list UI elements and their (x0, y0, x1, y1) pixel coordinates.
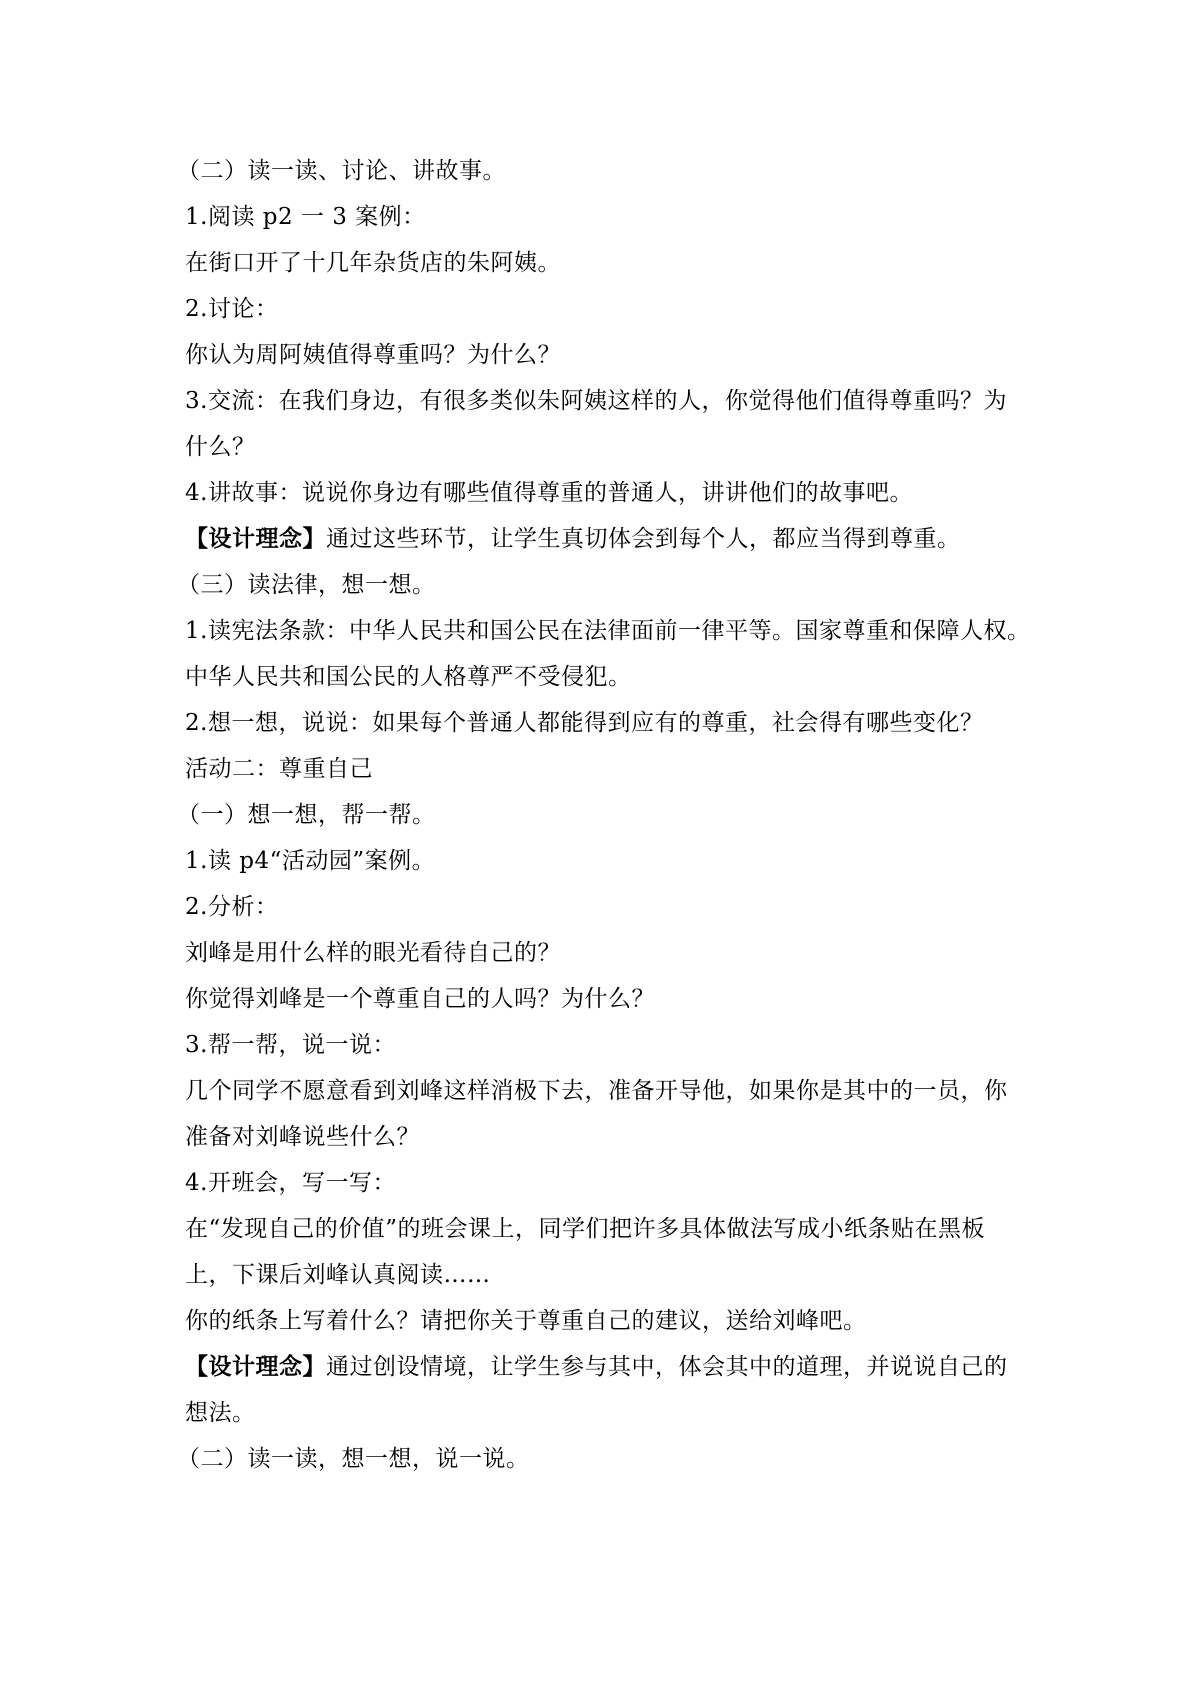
paragraph-question-1: 刘峰是用什么样的眼光看待自己的？ (185, 940, 561, 966)
paragraph-case: 在街口开了十几年杂货店的朱阿姨。 (185, 250, 561, 276)
design-concept-text: 通过创设情境，让学生参与其中，体会其中的道理，并说说自己的 (326, 1354, 1008, 1380)
paragraph-class-meeting-text: 在“发现自己的价值”的班会课上，同学们把许多具体做法写成小纸条贴在黑板 (185, 1216, 986, 1242)
paragraph-law-1-cont: 中华人民共和国公民的人格尊严不受侵犯。 (185, 664, 632, 690)
paragraph-law-1: 1.读宪法条款：中华人民共和国公民在法律面前一律平等。国家尊重和保障人权。 (185, 618, 1031, 644)
paragraph-analyze: 2.分析： (185, 894, 279, 920)
paragraph-step-2: 2.讨论： (185, 296, 279, 322)
paragraph-step-3-cont: 什么？ (185, 434, 256, 460)
document-body (177, 148, 1031, 1482)
paragraph-question-2: 你觉得刘峰是一个尊重自己的人吗？为什么？ (185, 986, 655, 1012)
design-concept-text: 通过这些环节，让学生真切体会到每个人，都应当得到尊重。 (326, 526, 961, 552)
paragraph-class-meeting-text-cont: 上，下课后刘峰认真阅读…… (185, 1262, 491, 1288)
section-heading-read-think-say: （二）读一读，想一想，说一说。 (177, 1446, 530, 1472)
paragraph-step-4: 4.讲故事：说说你身边有哪些值得尊重的普通人，讲讲他们的故事吧。 (185, 480, 913, 506)
activity-two-heading: 活动二：尊重自己 (185, 756, 373, 782)
paragraph-law-2: 2.想一想，说说：如果每个普通人都能得到应有的尊重，社会得有哪些变化？ (185, 710, 984, 736)
section-heading-think-help: （一）想一想，帮一帮。 (177, 802, 436, 828)
paragraph-note: 你的纸条上写着什么？请把你关于尊重自己的建议，送给刘峰吧。 (185, 1308, 867, 1334)
paragraph-step-3: 3.交流：在我们身边，有很多类似朱阿姨这样的人，你觉得他们值得尊重吗？为 (185, 388, 1007, 414)
design-concept-2 (185, 1344, 1015, 1390)
design-concept-label: 【设计理念】 (185, 525, 326, 552)
paragraph-read-p4: 1.读 p4“活动园”案例。 (185, 848, 436, 874)
paragraph-step-1: 1.阅读 p2 一 3 案例： (185, 204, 426, 230)
design-concept-2-cont: 想法。 (185, 1400, 256, 1426)
section-heading-read-discuss: （二）读一读、讨论、讲故事。 (177, 158, 506, 184)
paragraph-help: 3.帮一帮，说一说： (185, 1032, 396, 1058)
design-concept-1 (185, 516, 1015, 562)
paragraph-help-text: 几个同学不愿意看到刘峰这样消极下去，准备开导他，如果你是其中的一员，你 (185, 1078, 1008, 1104)
design-concept-label: 【设计理念】 (185, 1353, 326, 1380)
paragraph-question: 你认为周阿姨值得尊重吗？为什么？ (185, 342, 561, 368)
paragraph-class-meeting: 4.开班会，写一写： (185, 1170, 396, 1196)
paragraph-help-text-cont: 准备对刘峰说些什么？ (185, 1124, 420, 1150)
section-heading-law: （三）读法律，想一想。 (177, 572, 436, 598)
